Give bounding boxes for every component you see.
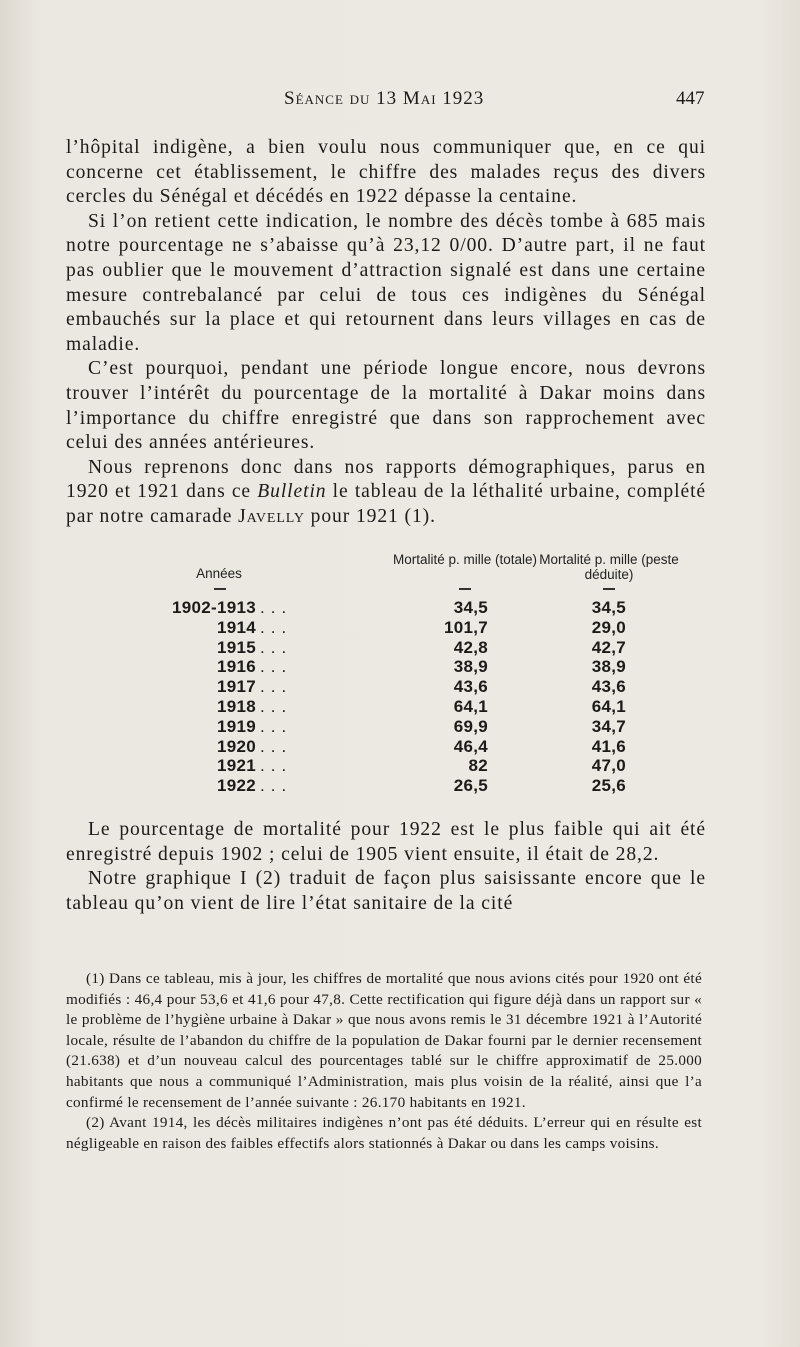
leader-dots: ...: [260, 776, 293, 796]
paragraph-text: Nous reprenons donc dans nos rapports démographiques, parus en 1920 et 1921 dans ce: [66, 456, 706, 503]
leader-dots: ...: [260, 756, 293, 776]
column-header-plague: Mortalité p. mille (peste déduite): [539, 552, 679, 582]
year-cell: 1902-1913: [172, 598, 256, 617]
plague-deducted-mortality-cell: 38,9: [591, 657, 626, 677]
leader-dots: ...: [260, 677, 293, 697]
plague-deducted-mortality-cell: 42,7: [591, 637, 626, 657]
mortality-table: [66, 548, 706, 808]
total-mortality-cell: 38,9: [453, 657, 488, 677]
total-mortality-cell: 46,4: [453, 736, 488, 756]
table-row: [66, 598, 706, 618]
table-row: [66, 697, 706, 717]
table-row: [66, 737, 706, 757]
total-mortality-cell: 34,5: [453, 598, 488, 617]
plague-deducted-mortality-cell: 25,6: [591, 776, 626, 796]
running-title: Séance du 13 Mai 1923: [284, 88, 485, 109]
paragraph: [66, 456, 706, 530]
plague-deducted-mortality-cell: 41,6: [591, 736, 626, 756]
journal-title: Bulletin: [257, 481, 327, 503]
page-number: 447: [676, 88, 705, 109]
paragraph: Notre graphique I (2) traduit de façon plus saisissante encore que le tableau qu’on vient de lire l’état sanitaire de la cité: [66, 868, 706, 914]
table-row: [66, 776, 706, 796]
plague-deducted-mortality-cell: 34,7: [591, 716, 626, 736]
plague-deducted-mortality-cell: 47,0: [591, 756, 626, 776]
leader-dots: ...: [260, 637, 293, 657]
table-row: [66, 618, 706, 638]
leader-dots: ...: [260, 657, 293, 677]
paragraph: C’est pourquoi, pendant une période longue encore, nous devrons trouver l’intérêt du pourcentage de la mortalité à Dakar moins dans l’importance du chiffre enregistré que dans son rapprochement avec celui des années antérieures.: [66, 358, 706, 454]
year-cell: 1922: [216, 776, 256, 796]
paragraph: l’hôpital indigène, a bien voulu nous communiquer que, en ce qui concerne cet établissement, le chiffre des malades reçus des divers cercles du Sénégal et décédés en 1922 dépasse la centaine.: [66, 137, 706, 208]
footnotes: [66, 969, 702, 1154]
leader-dots: ...: [260, 736, 293, 756]
table-row: [66, 657, 706, 677]
footnote: (1) Dans ce tableau, mis à jour, les chiffres de mortalité que nous avions cités pour 1920 ont été modifiés : 46,4 pour 53,6 et 41,6 pour 47,8. Cette rectification qui figure déjà dans un rapport sur « le problème de l’hygiène urbaine à Dakar » que nous avons remis le 31 décembre 1921 à l’Autorité locale, résulte de l’abandon du chiffre de la population de Dakar fourni par le dernier recensement (21.638) et d’un nouveau calcul des pourcentages tablé sur le chiffre approximatif de 25.000 habitants que nous a communiqué l’Administration, mais plus voisin de la réalité, ainsi que l’a confirmé le recensement de l’année suivante : 26.170 habitants en 1921.: [66, 970, 702, 1111]
page-header: [0, 88, 800, 116]
leader-dots: ...: [260, 716, 293, 736]
year-cell: 1914: [216, 617, 256, 637]
plague-deducted-mortality-cell: 34,5: [591, 598, 626, 617]
plague-deducted-mortality-cell: 29,0: [591, 617, 626, 637]
year-cell: 1917: [216, 677, 256, 697]
total-mortality-cell: 82: [468, 756, 488, 776]
year-cell: 1921: [216, 756, 256, 776]
table-row: [66, 677, 706, 697]
year-cell: 1920: [216, 736, 256, 756]
body-text-continued: [66, 818, 706, 916]
total-mortality-cell: 101,7: [443, 617, 488, 637]
plague-deducted-mortality-cell: 43,6: [591, 677, 626, 697]
author-name: Javelly: [238, 505, 305, 527]
paragraph: Le pourcentage de mortalité pour 1922 est le plus faible qui ait été enregistré depuis 1902 ; celui de 1905 vient ensuite, il était de 28,2.: [66, 819, 706, 865]
year-cell: 1915: [216, 637, 256, 657]
header-dash: [603, 588, 615, 590]
table-row: [66, 756, 706, 776]
total-mortality-cell: 69,9: [453, 716, 488, 736]
column-header-total: Mortalité p. mille (totale): [392, 552, 538, 567]
year-cell: 1919: [216, 716, 256, 736]
body-text: [66, 136, 706, 530]
total-mortality-cell: 26,5: [453, 776, 488, 796]
header-dash: [459, 588, 471, 590]
paragraph-text: le tableau de la léthalité urbaine, complété par notre camarade: [66, 481, 707, 527]
paragraph-text: pour 1921 (1).: [304, 505, 436, 527]
plague-deducted-mortality-cell: 64,1: [591, 696, 626, 716]
leader-dots: ...: [260, 598, 293, 617]
footnote: (2) Avant 1914, les décès militaires indigènes n’ont pas été déduits. L’erreur qui en résulte est négligeable en raison des faibles effectifs alors stationnés à Dakar ou dans les camps voisins.: [66, 1114, 702, 1152]
table-row: [66, 717, 706, 737]
table-row: [66, 638, 706, 658]
header-dash: [214, 588, 226, 590]
leader-dots: ...: [260, 617, 293, 637]
total-mortality-cell: 64,1: [453, 696, 488, 716]
leader-dots: ...: [260, 696, 293, 716]
year-cell: 1916: [216, 657, 256, 677]
paragraph: Si l’on retient cette indication, le nombre des décès tombe à 685 mais notre pourcentage ne s’abaisse qu’à 23,12 0/00. D’autre part, il ne faut pas oublier que le mouvement d’attraction signalé est dans une certaine mesure contrebalancé par celui de tous ces indigènes du Sénégal embauchés sur la place et qui retournent dans leurs villages en cas de maladie.: [66, 210, 706, 355]
table-body: [66, 598, 706, 796]
column-header-years: Années: [196, 566, 242, 581]
year-cell: 1918: [216, 696, 256, 716]
total-mortality-cell: 42,8: [453, 637, 488, 657]
total-mortality-cell: 43,6: [453, 677, 488, 697]
